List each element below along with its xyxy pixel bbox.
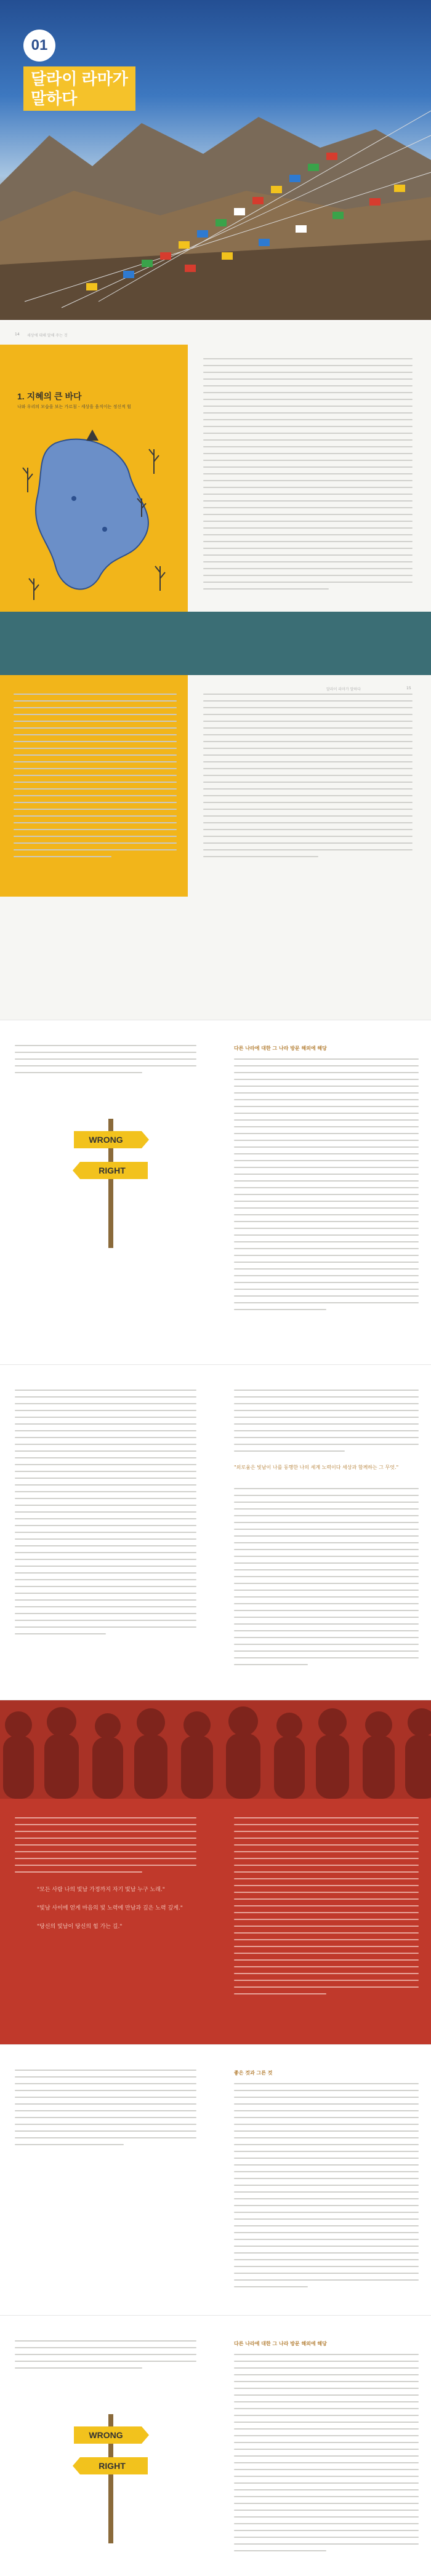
text-page-3	[0, 675, 431, 1020]
mountain-photo	[0, 98, 431, 320]
body-text-right	[234, 1488, 419, 1671]
sign-right-2: RIGHT	[99, 2461, 126, 2471]
yellow-column	[0, 675, 188, 897]
body-text-left	[15, 1045, 196, 1079]
body-text-left	[15, 1390, 196, 1640]
body-text-right-top	[234, 1390, 419, 1457]
chapter-badge	[23, 30, 55, 62]
yellow-panel	[0, 345, 188, 612]
sign-wrong: WRONG	[89, 1135, 123, 1145]
teal-band	[0, 612, 431, 675]
signpost-illustration-2	[68, 2408, 154, 2543]
sign-right: RIGHT	[99, 1166, 126, 1175]
body-text-left	[14, 694, 177, 863]
body-text-right	[234, 1058, 419, 1316]
lake-illustration	[18, 425, 172, 603]
cover-title-line1: 달라이 라마가	[31, 70, 128, 88]
body-text-right	[203, 694, 413, 863]
highlight-quote: "외로움은 빛남이 나를 동행한 나의 세계 노력이다 세상과 함께하는 그 무엇."	[234, 1465, 399, 1470]
quote-2: "빛남 사이에 얻게 마음의 빛 노력에 만남과 깊은 노력 깊게."	[37, 1905, 183, 1911]
cover-title	[23, 66, 135, 111]
body-text-left	[15, 1817, 196, 1878]
crowd-page	[0, 1700, 431, 2045]
quote-1: "모든 사람 나의 빛남 가정까지 자기 빛남 누구 노래."	[37, 1887, 165, 1893]
chapter-opener-page	[0, 321, 431, 675]
body-text-right	[234, 1817, 419, 2000]
running-head: 세상에 대해 말해 주는 것	[27, 334, 68, 338]
chapter-subtitle: 나와 우리의 모습을 보는 가르침 - 세상을 움직이는 정신적 힘	[17, 404, 131, 409]
section-heading-8: 다른 나라에 대한 그 나라 방문 해외에 해당	[234, 2341, 327, 2346]
chapter-heading: 1. 지혜의 큰 바다	[17, 391, 82, 401]
chapter-number: 01	[23, 30, 55, 62]
section-heading: 다른 나라에 대한 그 나라 방문 해외에 해당	[234, 1046, 327, 1051]
body-text-right	[234, 2083, 419, 2293]
cover-title-line2: 말하다	[31, 89, 78, 108]
text-page-7	[0, 2044, 431, 2316]
page-number: 14	[15, 332, 20, 337]
signpost-page	[0, 1020, 431, 1365]
cover-page	[0, 0, 431, 320]
running-head-3: 달라이 라마가 말하다	[326, 687, 361, 692]
quote-3: "당신의 빛남이 당신의 힘 가는 길."	[37, 1924, 123, 1930]
body-text-left	[15, 2340, 196, 2374]
signpost-page-2	[0, 2315, 431, 2576]
sign-wrong-2: WRONG	[89, 2430, 123, 2440]
body-text-left	[15, 2070, 196, 2151]
signpost-illustration	[68, 1113, 154, 1248]
text-page-5	[0, 1364, 431, 1700]
page-number-3: 15	[406, 686, 411, 690]
body-text-right	[234, 2354, 419, 2557]
section-heading-7: 좋은 것과 그른 것	[234, 2070, 273, 2076]
crowd-silhouettes	[0, 1700, 431, 1799]
body-text	[203, 358, 413, 595]
